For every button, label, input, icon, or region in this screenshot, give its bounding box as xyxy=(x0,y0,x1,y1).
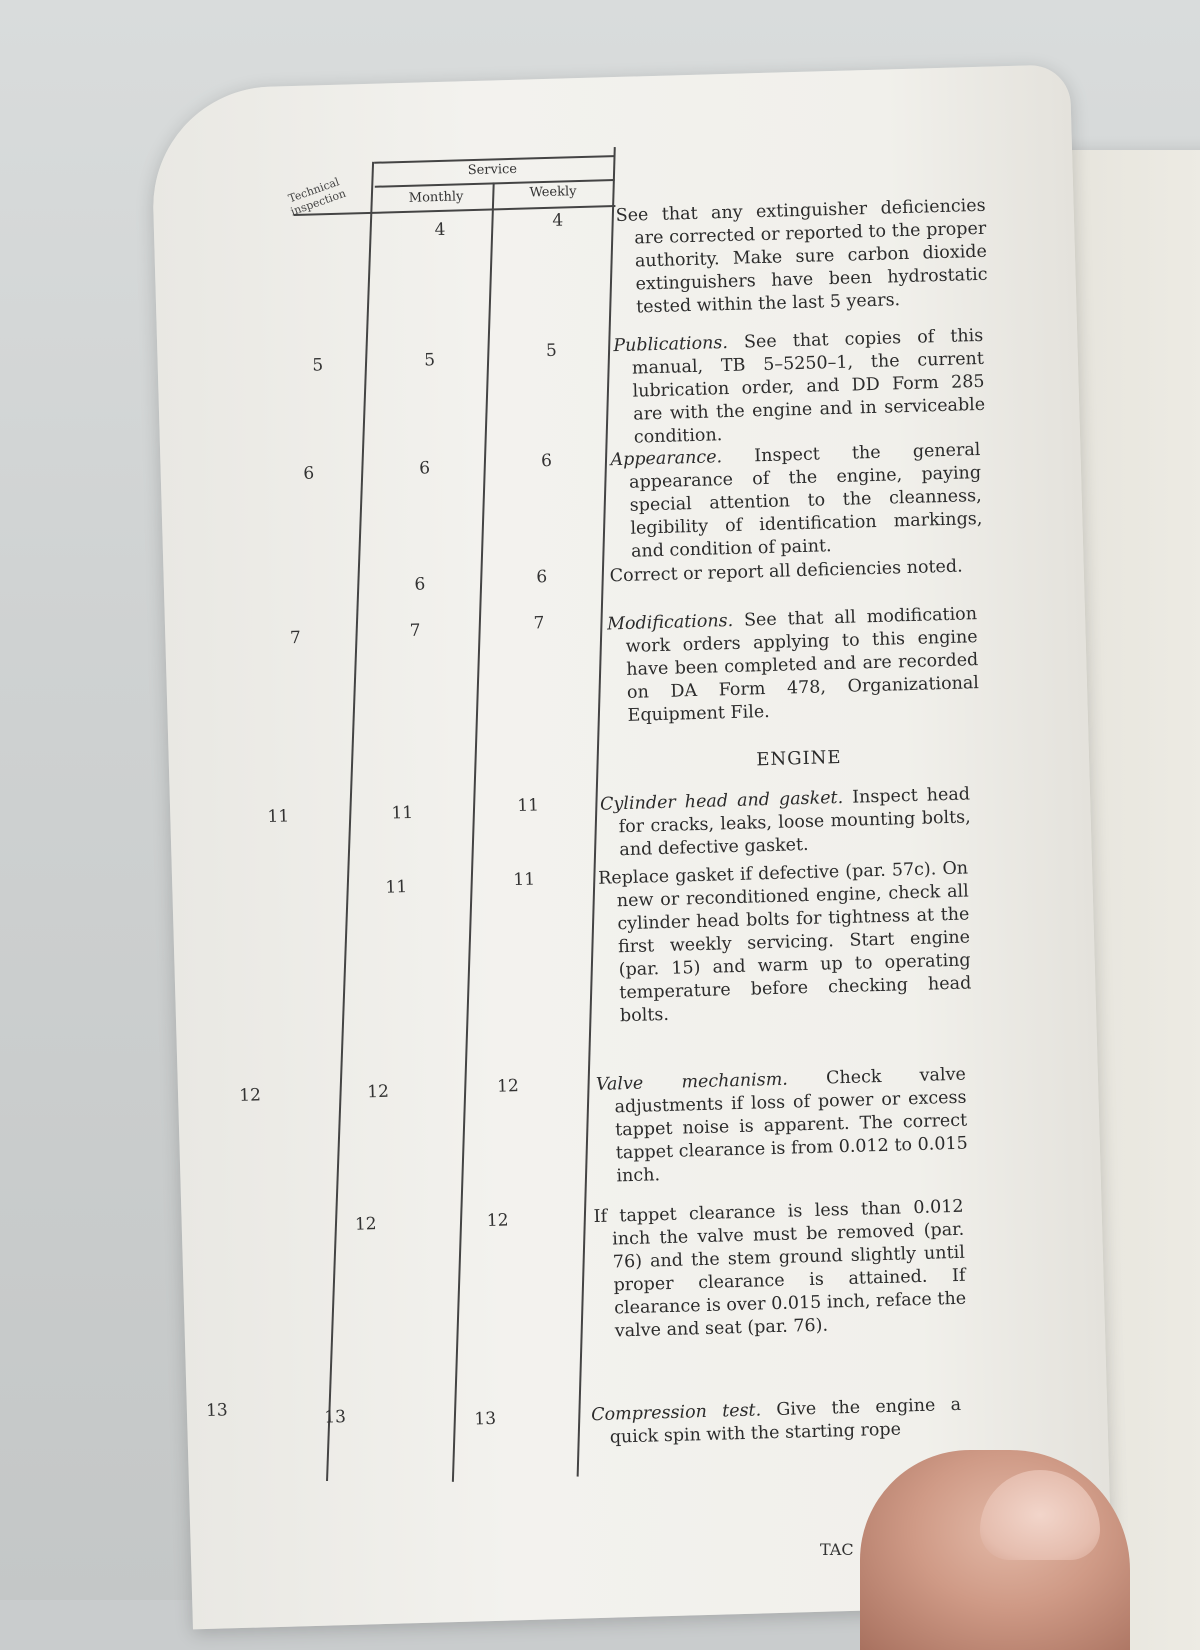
row-6-monthly: 11 xyxy=(391,802,414,824)
entry-replace-gasket xyxy=(598,857,972,1028)
entry-extinguisher-text: See that any extinguisher deficiencies are corrected or reported to the proper authority. Make sure carbon dioxide extinguishers have been hydrostatic tested within the last 5 years. xyxy=(615,195,988,318)
column-divider-monthly xyxy=(452,182,494,1481)
row-3-tech: 6 xyxy=(303,463,315,484)
row-5-tech: 7 xyxy=(289,628,302,649)
monthly-header: Monthly xyxy=(408,189,464,206)
row-10-monthly: 13 xyxy=(324,1407,347,1428)
entry-cylinder-head-lead: Cylinder head and gasket. xyxy=(599,787,844,815)
entry-cylinder-head-text: Inspect head for cracks, leaks, loose mounting bolts, and defective gasket. xyxy=(618,784,971,861)
row-1-weekly: 4 xyxy=(552,210,564,231)
entry-modifications xyxy=(607,603,980,728)
technical-inspection-header: Technical inspection xyxy=(286,175,348,219)
row-4-weekly: 6 xyxy=(536,567,548,588)
row-4-monthly: 6 xyxy=(414,574,426,595)
row-8-weekly: 12 xyxy=(496,1076,520,1097)
row-5-weekly: 7 xyxy=(533,613,545,634)
entry-cylinder-head xyxy=(600,783,972,862)
row-3-monthly: 6 xyxy=(418,458,431,479)
entry-replace-gasket-text: Replace gasket if defective (par. 57c). On new or reconditioned engine, check all cylinder head bolts for tightness at the first weekly servicing. Start engine (par. 15) and warm up to operating temperature before checking head bolts. xyxy=(597,858,972,1027)
row-10-tech: 13 xyxy=(205,1400,228,1421)
row-7-weekly: 11 xyxy=(513,869,536,891)
entry-valve-mechanism xyxy=(596,1064,969,1189)
entry-publications xyxy=(613,325,986,450)
row-2-tech: 5 xyxy=(312,355,324,376)
section-title-engine: ENGINE xyxy=(756,746,842,771)
entry-appearance xyxy=(610,439,983,564)
service-header: Service xyxy=(467,161,518,179)
row-2-weekly: 5 xyxy=(545,340,558,362)
row-2-monthly: 5 xyxy=(423,350,436,371)
row-10-weekly: 13 xyxy=(474,1408,497,1430)
entry-modifications-lead: Modifications. xyxy=(606,610,734,635)
weekly-header: Weekly xyxy=(529,184,577,201)
row-6-tech: 11 xyxy=(267,806,290,827)
entry-appearance-lead: Appearance. xyxy=(610,447,723,471)
entry-valve-mechanism-lead: Valve mechanism. xyxy=(595,1069,789,1095)
entry-modifications-text: See that all modification work orders applying to this engine have been completed and are recorded on DA Form 478, Organizational Equipment File. xyxy=(625,604,980,726)
row-8-tech: 12 xyxy=(239,1085,262,1106)
entry-tappet-clearance xyxy=(593,1196,967,1344)
row-6-weekly: 11 xyxy=(517,795,540,817)
entry-compression-test-text: Give the engine a quick spin with the starting rope xyxy=(609,1394,962,1448)
footer-code: TAC xyxy=(820,1540,854,1559)
entry-appearance-text: Inspect the general appearance of the engine, paying special attention to the cleanness, legibility of identification markings, and condition of paint. xyxy=(628,439,983,562)
entry-extinguisher xyxy=(615,195,988,320)
row-5-monthly: 7 xyxy=(409,620,421,641)
manual-page xyxy=(150,64,1113,1629)
row-7-monthly: 11 xyxy=(385,877,408,898)
entry-valve-mechanism-text: Check valve adjustments if loss of power or excess tappet noise is apparent. The correct tappet clearance is from 0.012 to 0.015 inch. xyxy=(614,1064,969,1187)
entry-publications-text: See that copies of this manual, TB 5–5250–1, the current lubrication order, and DD Form 285 are with the engine and in serviceable condition. xyxy=(631,325,986,448)
entry-tappet-clearance-text: If tappet clearance is less than 0.012 inch the valve must be removed (par. 76) and the stem ground slightly until proper clearance is attained. If clearance is over 0.015 inch, reface the valve and seat (par. 76). xyxy=(593,1196,967,1342)
entry-publications-lead: Publications. xyxy=(613,332,729,357)
entry-correct-deficiencies-text: Correct or report all deficiencies noted. xyxy=(609,556,963,587)
row-8-monthly: 12 xyxy=(366,1081,390,1103)
row-9-monthly: 12 xyxy=(354,1214,377,1235)
row-1-monthly: 4 xyxy=(434,219,446,241)
row-9-weekly: 12 xyxy=(486,1210,509,1232)
entry-compression-test-lead: Compression test. xyxy=(590,1400,762,1426)
row-3-weekly: 6 xyxy=(540,450,553,472)
entry-compression-test xyxy=(591,1394,962,1450)
